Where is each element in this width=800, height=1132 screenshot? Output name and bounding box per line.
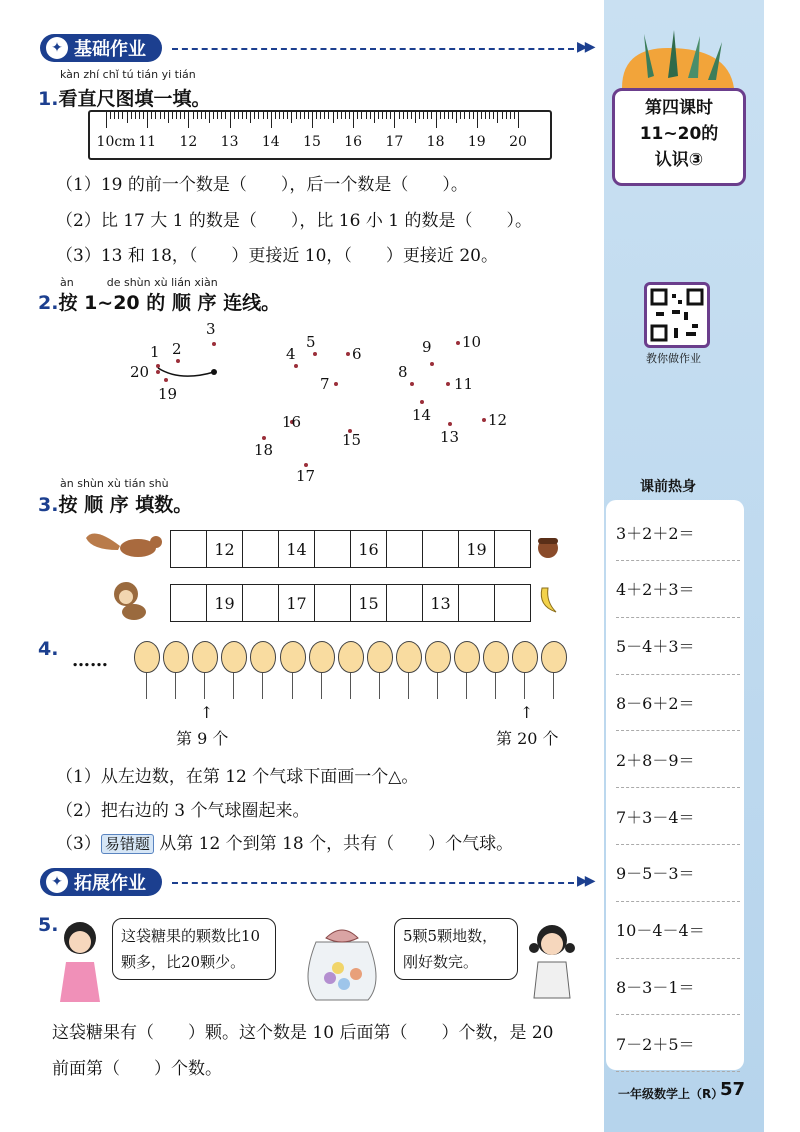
ruler-label: 10cm	[96, 134, 136, 150]
ruler-tick	[423, 112, 424, 119]
ellipsis: ……	[72, 650, 108, 671]
ruler-tick	[164, 112, 165, 119]
ruler-tick	[267, 112, 268, 119]
ruler-tick	[481, 112, 482, 119]
q4-line-3	[56, 829, 513, 854]
dot-11[interactable]	[446, 382, 450, 386]
ruler-tick	[473, 112, 474, 119]
question-text: 按 顺 序 填数。	[58, 494, 193, 516]
q4-line-1: （1）从左边数，在第 12 个气球下面画一个△。	[56, 767, 419, 787]
dot-label: 2	[172, 340, 182, 358]
dot-6[interactable]	[346, 352, 350, 356]
warmup-problem: 9－5－3＝	[616, 845, 740, 902]
ruler-tick	[110, 112, 111, 119]
balloon-string	[437, 673, 438, 699]
balloon-string	[350, 673, 351, 699]
section-title: 基础作业	[74, 39, 146, 60]
ruler-tick	[361, 112, 362, 119]
ruler-tick	[300, 112, 301, 119]
warmup-problem: 10－4－4＝	[616, 902, 740, 959]
ruler-tick	[209, 112, 210, 123]
ruler-tick	[382, 112, 383, 119]
dot-7[interactable]	[334, 382, 338, 386]
balloon-string	[233, 673, 234, 699]
balloon-string	[524, 673, 525, 699]
lesson-topic-2: 认识③	[654, 150, 704, 170]
qr-code[interactable]	[644, 282, 710, 348]
book-label: 一年级数学上（R）	[618, 1087, 724, 1101]
balloon[interactable]	[163, 641, 189, 673]
dot-label: 19	[158, 385, 178, 403]
q1-line-1: （1）19 的前一个数是（ ），后一个数是（ ）。	[56, 175, 468, 195]
ruler-tick	[448, 112, 449, 119]
q1-line-3: （3）13 和 18，（ ）更接近 10，（ ）更接近 20。	[56, 246, 498, 266]
ruler-tick	[250, 112, 251, 123]
ruler-tick	[114, 112, 115, 119]
dot-label: 16	[282, 413, 302, 431]
number-row-2	[170, 584, 531, 622]
dot-3[interactable]	[212, 342, 216, 346]
ruler-tick	[489, 112, 490, 119]
number-cell: 15	[350, 585, 386, 621]
ruler-tick	[271, 112, 272, 128]
divider	[172, 48, 574, 50]
dot-14[interactable]	[420, 400, 424, 404]
ruler-tick	[127, 112, 128, 123]
pinyin: àn shùn xù tián shù	[60, 477, 169, 490]
ruler-tick	[341, 112, 342, 119]
girl-icon	[54, 918, 110, 1008]
ruler-tick	[287, 112, 288, 119]
ruler-tick	[151, 112, 152, 119]
number-cell[interactable]	[314, 531, 350, 567]
ruler-tick	[390, 112, 391, 119]
qr-code-icon	[650, 288, 704, 342]
number-cell[interactable]	[171, 531, 206, 567]
ruler-tick	[230, 112, 231, 128]
dot-18[interactable]	[262, 436, 266, 440]
qr-caption: 教你做作业	[646, 352, 701, 365]
ruler-tick	[514, 112, 515, 119]
dot-9[interactable]	[430, 362, 434, 366]
ruler-tick	[345, 112, 346, 119]
question-text: 按 1~20 的 顺 序 连线。	[58, 292, 281, 314]
ruler-tick	[370, 112, 371, 119]
balloon[interactable]	[541, 641, 567, 673]
ruler-label: 13	[220, 134, 239, 150]
ruler-tick	[431, 112, 432, 119]
ruler-tick	[221, 112, 222, 119]
ruler	[88, 110, 552, 160]
ruler-tick	[333, 112, 334, 123]
ruler-tick	[263, 112, 264, 119]
arrow-up-icon: ↑	[520, 703, 534, 722]
ruler-tick	[349, 112, 350, 119]
question-number: 5.	[38, 914, 59, 936]
number-cell: 12	[206, 531, 242, 567]
ruler-tick	[246, 112, 247, 119]
ruler-tick	[378, 112, 379, 119]
divider	[172, 882, 574, 884]
acorn-icon	[534, 532, 562, 560]
balloon-string	[379, 673, 380, 699]
dot-5[interactable]	[313, 352, 317, 356]
balloon-string	[175, 673, 176, 699]
lesson-number: 第四课时	[645, 98, 713, 118]
question-title	[38, 84, 210, 111]
number-cell: 19	[458, 531, 494, 567]
ruler-tick	[139, 112, 140, 119]
warmup-problem: 5－4＋3＝	[616, 618, 740, 675]
number-cell[interactable]	[494, 585, 530, 621]
question-text: 看直尺图填一填。	[58, 88, 211, 110]
ruler-tick	[510, 112, 511, 119]
number-cell: 17	[278, 585, 314, 621]
number-row-1	[170, 530, 531, 568]
dot-label: 12	[488, 411, 508, 429]
ruler-tick	[419, 112, 420, 119]
ruler-tick	[234, 112, 235, 119]
ruler-tick	[427, 112, 428, 119]
number-cell[interactable]	[494, 531, 530, 567]
dot-label: 18	[254, 441, 274, 459]
ruler-label: 19	[467, 134, 486, 150]
banana-icon	[534, 584, 562, 616]
dot-label: 5	[306, 333, 316, 351]
balloon[interactable]	[280, 641, 306, 673]
balloon-string	[146, 673, 147, 699]
ruler-tick	[464, 112, 465, 119]
arrow-icon: ▶▶	[577, 873, 593, 889]
ruler-tick	[122, 112, 123, 119]
dot-8[interactable]	[410, 382, 414, 386]
number-cell: 19	[206, 585, 242, 621]
ruler-tick	[180, 112, 181, 119]
ruler-label: 11	[138, 134, 157, 150]
ruler-tick	[337, 112, 338, 119]
question-number: 2.	[38, 292, 59, 314]
warmup-problem: 3＋2＋2＝	[616, 504, 740, 561]
ruler-tick	[394, 112, 395, 128]
ruler-tick	[147, 112, 148, 128]
ruler-tick	[118, 112, 119, 119]
warmup-problem: 7＋3－4＝	[616, 788, 740, 845]
number-cell[interactable]	[242, 585, 278, 621]
dot-label: 20	[130, 363, 150, 381]
question-title	[38, 288, 280, 315]
ruler-tick	[386, 112, 387, 119]
balloon-string	[553, 673, 554, 699]
question-number: 3.	[38, 494, 59, 516]
q5-line-2: 前面第（ ）个数。	[52, 1059, 222, 1079]
warmup-card	[606, 500, 744, 1070]
warmup-problem: 8－3－1＝	[616, 958, 740, 1015]
dot-label: 13	[440, 428, 460, 446]
ruler-label: 16	[344, 134, 363, 150]
ruler-tick	[415, 112, 416, 123]
ruler-tick	[444, 112, 445, 119]
ruler-label: 20	[509, 134, 527, 150]
dot-12[interactable]	[482, 418, 486, 422]
balloon-string	[262, 673, 263, 699]
girl-with-pigtails-icon	[524, 918, 580, 1002]
warmup-problem: 2＋8－9＝	[616, 731, 740, 788]
dot-label: 17	[296, 467, 316, 485]
ruler-tick	[469, 112, 470, 119]
monkey-icon	[106, 578, 154, 622]
connecting-line	[150, 360, 230, 390]
q5-line-1: 这袋糖果有（ ）颗。这个数是 10 后面第（ ）个数，是 20	[52, 1023, 554, 1043]
ruler-tick	[205, 112, 206, 119]
dot-13[interactable]	[448, 422, 452, 426]
ruler-tick	[193, 112, 194, 119]
pinyin: kàn zhí chǐ tú tián yi tián	[60, 68, 196, 81]
ruler-label: 14	[261, 134, 280, 150]
dot-label: 6	[352, 345, 362, 363]
ruler-tick	[497, 112, 498, 123]
dot-label: 7	[320, 375, 330, 393]
dot-label: 11	[454, 375, 474, 393]
question-title	[38, 490, 192, 517]
ruler-tick	[436, 112, 437, 128]
ruler-label: 17	[385, 134, 404, 150]
ruler-tick	[506, 112, 507, 119]
ruler-tick	[320, 112, 321, 119]
ruler-tick	[279, 112, 280, 119]
number-cell[interactable]	[386, 531, 422, 567]
ruler-tick	[296, 112, 297, 119]
balloon-string	[466, 673, 467, 699]
ruler-tick	[304, 112, 305, 119]
warmup-title: 课前热身	[640, 479, 696, 495]
number-cell[interactable]	[458, 585, 494, 621]
section-banner-basic	[40, 34, 162, 62]
ruler-tick	[197, 112, 198, 119]
ruler-tick	[403, 112, 404, 119]
ruler-label: 18	[426, 134, 445, 150]
number-cell[interactable]	[171, 585, 206, 621]
q4-line-2: （2）把右边的 3 个气球圈起来。	[56, 801, 310, 821]
ruler-tick	[493, 112, 494, 119]
dot-label: 14	[412, 406, 432, 424]
ruler-tick	[238, 112, 239, 119]
dot-label: 3	[206, 320, 216, 338]
dot-4[interactable]	[294, 364, 298, 368]
lightbulb-icon: ✦	[46, 37, 68, 59]
dot-label: 15	[342, 431, 362, 449]
ruler-tick	[460, 112, 461, 119]
number-cell[interactable]	[242, 531, 278, 567]
ruler-tick	[357, 112, 358, 119]
balloon[interactable]	[134, 641, 160, 673]
ruler-tick	[366, 112, 367, 119]
warmup-problem: 7－2＋5＝	[616, 1015, 740, 1072]
line-prefix: （3）	[56, 834, 101, 854]
ruler-tick	[452, 112, 453, 119]
dot-label: 1	[150, 343, 160, 361]
ruler-tick	[316, 112, 317, 119]
balloon-string	[321, 673, 322, 699]
dot-10[interactable]	[456, 341, 460, 345]
ruler-tick	[168, 112, 169, 123]
label-balloon-9: 第 9 个	[176, 729, 229, 748]
ruler-tick	[254, 112, 255, 119]
ruler-tick	[353, 112, 354, 128]
ruler-tick	[407, 112, 408, 119]
number-cell: 13	[422, 585, 458, 621]
dot-label: 9	[422, 338, 432, 356]
question-number: 4.	[38, 638, 59, 660]
ruler-tick	[217, 112, 218, 119]
warmup-problem: 8－6＋2＝	[616, 674, 740, 731]
balloon[interactable]	[483, 641, 509, 673]
balloon[interactable]	[425, 641, 451, 673]
q1-line-2: （2）比 17 大 1 的数是（ ），比 16 小 1 的数是（ ）。	[56, 211, 532, 231]
ruler-tick	[518, 112, 519, 128]
ruler-tick	[201, 112, 202, 119]
ruler-tick	[283, 112, 284, 119]
balloon[interactable]	[367, 641, 393, 673]
balloon[interactable]	[250, 641, 276, 673]
line-text: 从第 12 个到第 18 个，共有（ ）个气球。	[153, 834, 514, 854]
ruler-tick	[188, 112, 189, 128]
question-number: 1.	[38, 88, 59, 110]
page-number: 57	[720, 1079, 746, 1100]
balloon[interactable]	[309, 641, 335, 673]
ruler-tick	[477, 112, 478, 128]
number-cell[interactable]	[422, 531, 458, 567]
arrow-up-icon: ↑	[200, 703, 214, 722]
lesson-topic: 11~20的	[639, 124, 719, 144]
balloon-string	[495, 673, 496, 699]
ruler-tick	[308, 112, 309, 119]
speech-bubble-1: 这袋糖果的颗数比10颗多，比20颗少。	[112, 918, 276, 980]
balloon[interactable]	[512, 641, 538, 673]
number-cell[interactable]	[314, 585, 350, 621]
balloon[interactable]	[338, 641, 364, 673]
ruler-tick	[399, 112, 400, 119]
speech-bubble-2: 5颗5颗地数，刚好数完。	[394, 918, 518, 980]
ruler-tick	[184, 112, 185, 119]
ruler-tick	[324, 112, 325, 119]
pinyin: àn de shùn xù lián xiàn	[60, 276, 218, 289]
label-balloon-20: 第 20 个	[496, 729, 559, 748]
balloon[interactable]	[192, 641, 218, 673]
ruler-tick	[502, 112, 503, 119]
ruler-tick	[225, 112, 226, 119]
balloon-string	[292, 673, 293, 699]
ruler-tick	[456, 112, 457, 123]
dot-label: 4	[286, 345, 296, 363]
balloon[interactable]	[454, 641, 480, 673]
lightbulb-icon: ✦	[46, 871, 68, 893]
warmup-problem: 4＋2＋3＝	[616, 561, 740, 618]
section-banner-extended	[40, 868, 162, 896]
number-cell[interactable]	[386, 585, 422, 621]
ruler-tick	[176, 112, 177, 119]
ruler-tick	[160, 112, 161, 119]
ruler-label: 15	[303, 134, 321, 150]
ruler-tick	[312, 112, 313, 128]
ruler-tick	[242, 112, 243, 119]
ruler-tick	[135, 112, 136, 119]
ruler-tick	[131, 112, 132, 119]
ruler-tick	[328, 112, 329, 119]
balloon[interactable]	[221, 641, 247, 673]
balloon-string	[408, 673, 409, 699]
ruler-tick	[485, 112, 486, 119]
candy-bag-icon	[296, 912, 388, 1004]
arrow-icon: ▶▶	[577, 39, 593, 55]
ruler-tick	[213, 112, 214, 119]
squirrel-icon	[82, 520, 166, 564]
ruler-tick	[411, 112, 412, 119]
ruler-tick	[106, 112, 107, 128]
plant-decoration-icon	[618, 28, 738, 88]
error-prone-tag: 易错题	[101, 834, 154, 854]
ruler-tick	[143, 112, 144, 119]
dot-label: 8	[398, 363, 408, 381]
balloon-string	[204, 673, 205, 699]
ruler-tick	[172, 112, 173, 119]
number-cell: 14	[278, 531, 314, 567]
ruler-tick	[275, 112, 276, 119]
dot-label: 10	[462, 333, 482, 351]
ruler-tick	[258, 112, 259, 119]
number-cell: 16	[350, 531, 386, 567]
lesson-title-card	[612, 88, 746, 186]
ruler-tick	[155, 112, 156, 119]
section-title: 拓展作业	[74, 873, 146, 894]
ruler-label: 12	[179, 134, 198, 150]
ruler-tick	[374, 112, 375, 123]
ruler-tick	[291, 112, 292, 123]
balloon[interactable]	[396, 641, 422, 673]
ruler-tick	[440, 112, 441, 119]
